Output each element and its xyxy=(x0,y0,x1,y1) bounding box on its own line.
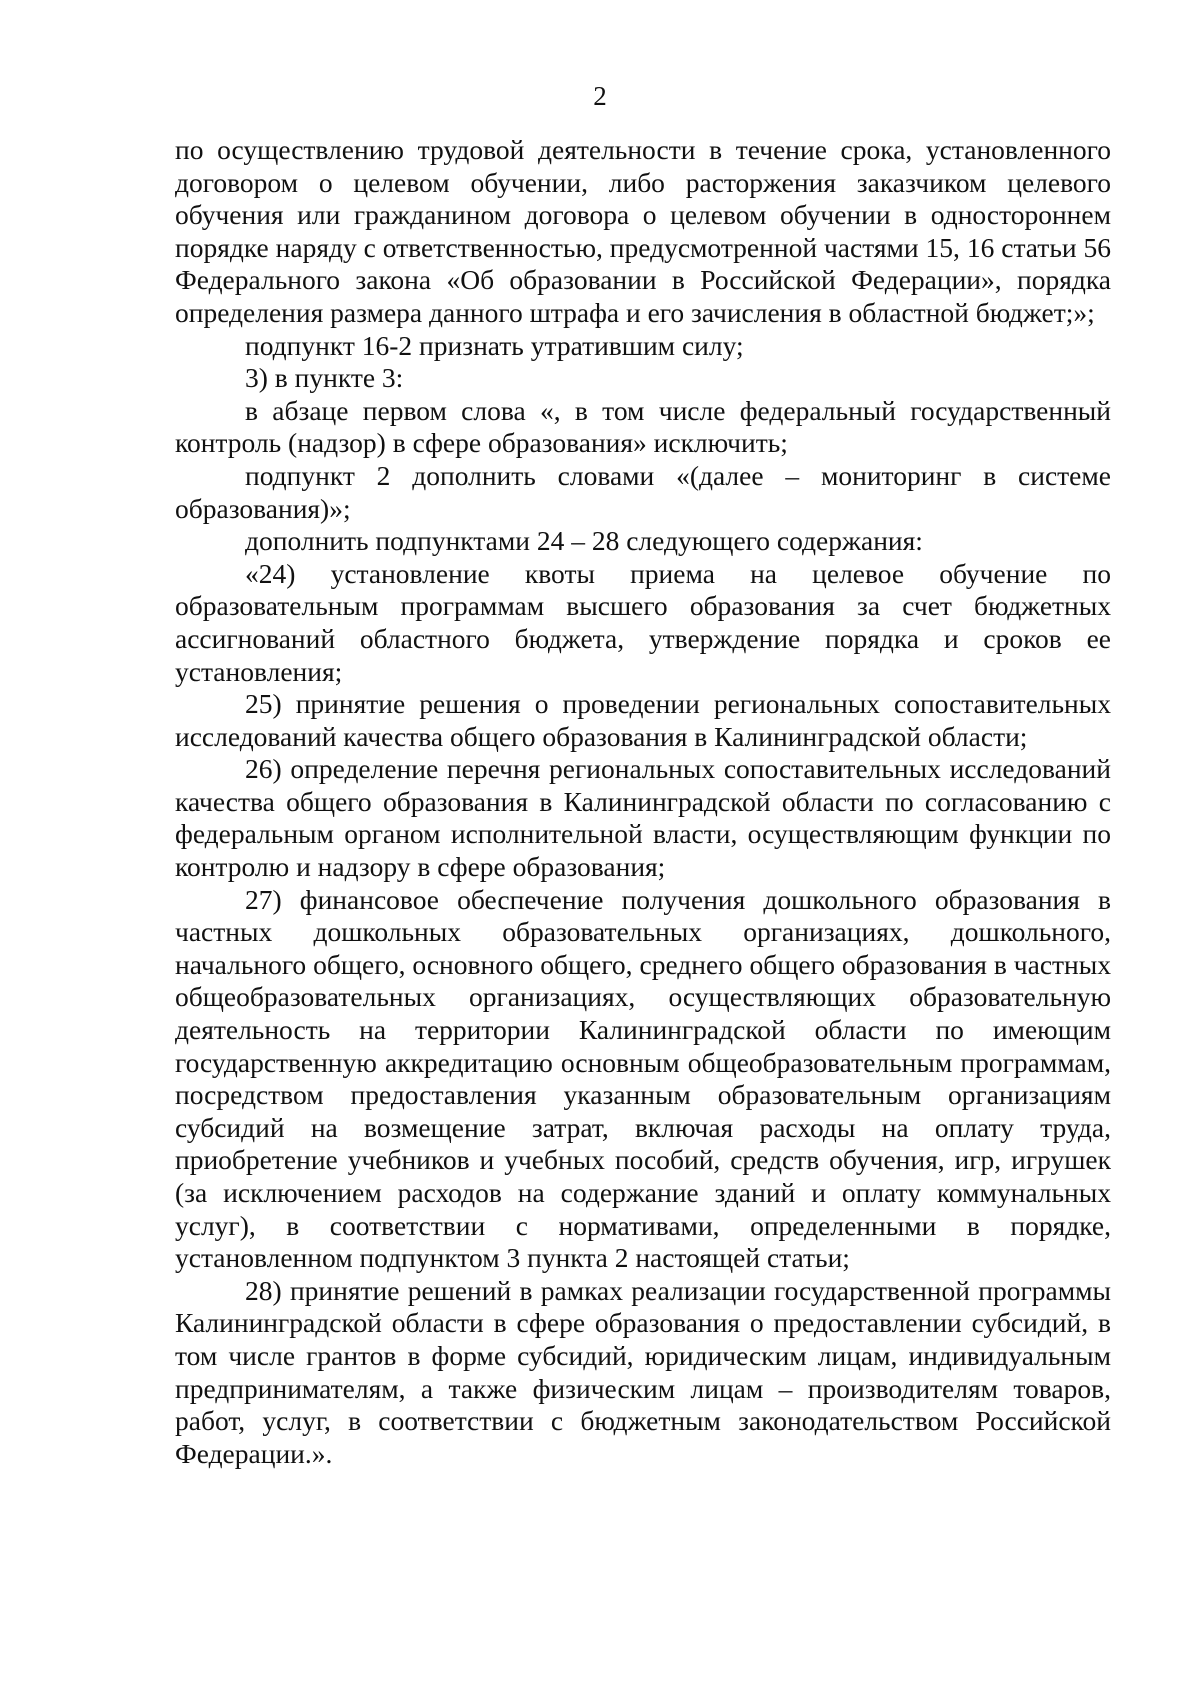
paragraph: 3) в пункте 3: xyxy=(245,362,404,394)
paragraph: «24) установление квоты приема на целевое обучение по образовательным программам высшего образования за счет бюджетных ассигнований областного бюджета, утверждение порядка и сроков ее установления; xyxy=(175,557,1111,687)
paragraph: дополнить подпунктами 24 – 28 следующего содержания: xyxy=(245,525,923,557)
page-number: 2 xyxy=(593,81,607,111)
paragraph: 25) принятие решения о проведении региональных сопоставительных исследований качества общего образования в Калининградской области; xyxy=(175,688,1111,752)
paragraph: 26) определение перечня региональных сопоставительных исследований качества общего образования в Калининградской области по согласованию с федеральным органом исполнительной власти, осуществляющим функции по контролю и надзору в сфере образования; xyxy=(175,753,1111,883)
paragraph: 27) финансовое обеспечение получения дошкольного образования в частных дошкольных образовательных организациях, дошкольного, начального общего, основного общего, среднего общего образования в частных общеобразовательных организациях, осуществляющих образовательную деятельность на территории Калининградской области по имеющим государственную аккредитацию основным общеобразовательным программам, посредством предоставления указанным образовательным организациям субсидий на возмещение затрат, включая расходы на оплату труда, приобретение учебников и учебных пособий, средств обучения, игр, игрушек (за исключением расходов на содержание зданий и оплату коммунальных услуг), в соответствии с нормативами, определенными в порядке, установленном подпунктом 3 пункта 2 настоящей статьи; xyxy=(175,883,1111,1274)
paragraph: подпункт 16-2 признать утратившим силу; xyxy=(245,329,744,361)
document-body xyxy=(175,134,1111,1470)
paragraph: в абзаце первом слова «, в том числе федеральный государственный контроль (надзор) в сфере образования» исключить; xyxy=(175,394,1111,459)
paragraph: подпункт 2 дополнить словами «(далее – мониторинг в системе образования)»; xyxy=(175,459,1111,524)
paragraph: 28) принятие решений в рамках реализации государственной программы Калининградской области в сфере образования о предоставлении субсидий, в том числе грантов в форме субсидий, юридическим лицам, индивидуальным предпринимателям, а также физическим лицам – производителям товаров, работ, услуг, в соответствии с бюджетным законодательством Российской Федерации.». xyxy=(175,1274,1111,1469)
paragraph: по осуществлению трудовой деятельности в течение срока, установленного договором о целевом обучении, либо расторжения заказчиком целевого обучения или гражданином договора о целевом обучении в одностороннем порядке наряду с ответственностью, предусмотренной частями 15, 16 статьи 56 Федерального закона «Об образовании в Российской Федерации», порядка определения размера данного штрафа и его зачисления в областной бюджет;»; xyxy=(175,134,1111,328)
